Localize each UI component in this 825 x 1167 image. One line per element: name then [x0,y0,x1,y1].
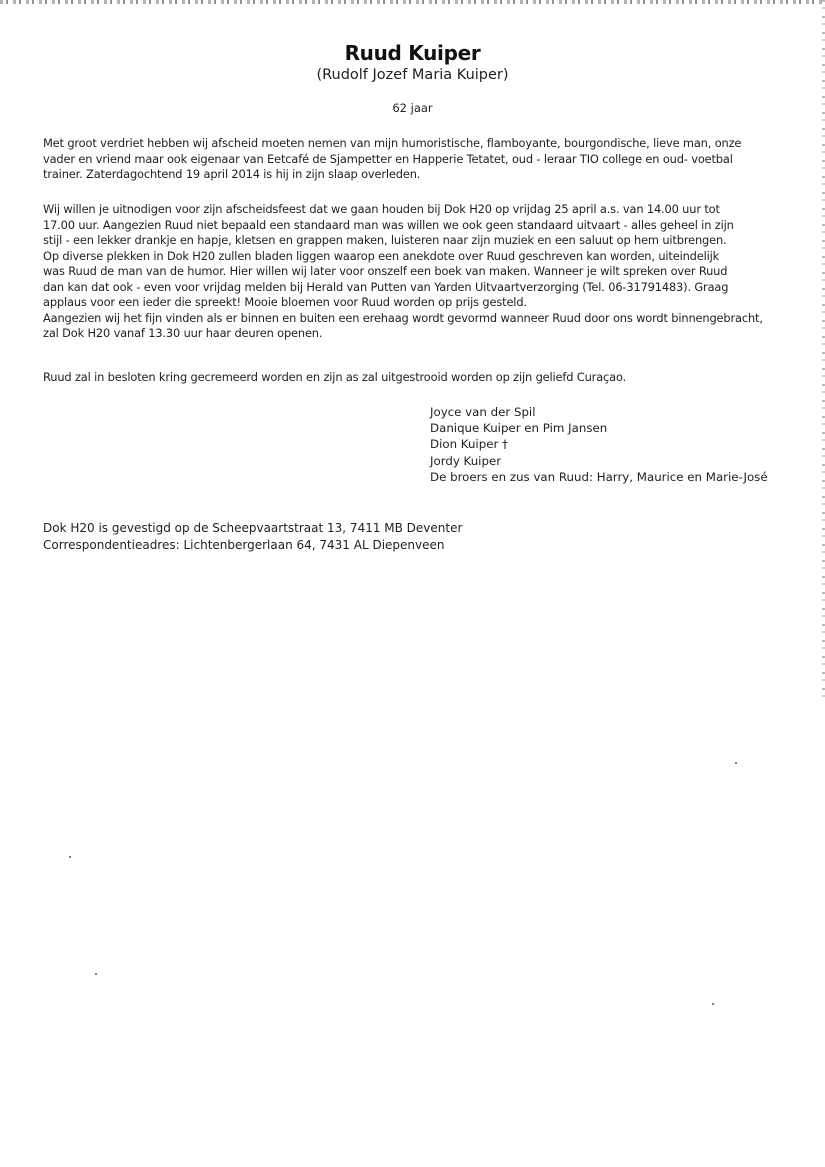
signature-line: De broers en zus van Ruud: Harry, Maurice en Marie-José [430,469,768,484]
signature-line: Dion Kuiper † [430,437,508,452]
scan-edge-artifact [0,0,825,4]
scan-speck [95,973,97,975]
paragraph-announcement [43,136,783,183]
deceased-name: Ruud Kuiper [344,41,481,65]
text-line: Met groot verdriet hebben wij afscheid moeten nemen van mijn humoristische, flamboyante, bourgondische, lieve man, onze [43,136,742,150]
signature-line: Joyce van der Spil [430,405,536,419]
deceased-age: 62 jaar [392,101,433,115]
scan-speck [712,1003,714,1005]
address-block [43,520,462,553]
signature-line: Jordy Kuiper [430,453,502,468]
scan-speck [735,762,737,764]
text-line: Ruud zal in besloten kring gecremeerd worden en zijn as zal uitgestrooid worden op zijn geliefd Curaçao. [43,370,627,384]
text-line: Aangezien wij het fijn vinden als er binnen en buiten een erehaag wordt gevormd wanneer Ruud door ons wordt binnengebracht, [43,310,763,325]
deceased-full-name: (Rudolf Jozef Maria Kuiper) [316,67,509,83]
text-line: stijl - een lekker drankje en hapje, kletsen en grappen maken, luisteren naar zijn muziek en een saluut op hem uitbrengen. [43,233,727,247]
text-line: vader en vriend maar ook eigenaar van Eetcafé de Sjampetter en Happerie Tetatet, oud - leraar TIO college en oud- voetbal [43,151,733,166]
venue-address: Dok H20 is gevestigd op de Scheepvaartstraat 13, 7411 MB Deventer [43,521,463,535]
signature-line: Danique Kuiper en Pim Jansen [430,421,608,436]
signatures-block [430,404,768,485]
text-line: 17.00 uur. Aangezien Ruud niet bepaald een standaard man was willen we ook geen standaard uitvaart - alles geheel in zijn [43,217,734,232]
text-line: dan kan dat ook - even voor vrijdag melden bij Herald van Putten van Yarden Uitvaartverzorging (Tel. 06-31791483). Graag [43,279,729,294]
text-line: zal Dok H20 vanaf 13.30 uur haar deuren openen. [43,326,323,340]
text-line: Op diverse plekken in Dok H20 zullen bladen liggen waarop een anekdote over Ruud geschreven kan worden, uiteindelijk [43,248,720,263]
paragraph-invitation [43,202,783,342]
text-line: applaus voor een ieder die spreekt! Mooie bloemen voor Ruud worden op prijs gesteld. [43,295,527,309]
text-line: Wij willen je uitnodigen voor zijn afscheidsfeest dat we gaan houden bij Dok H20 op vrijdag 25 april a.s. van 14.00 uur tot [43,202,720,216]
text-line: trainer. Zaterdagochtend 19 april 2014 is hij in zijn slaap overleden. [43,167,421,181]
paragraph-cremation [43,370,783,386]
scan-speck [69,856,71,858]
correspondence-address: Correspondentieadres: Lichtenbergerlaan 64, 7431 AL Diepenveen [43,537,445,552]
text-line: was Ruud de man van de humor. Hier willen wij later voor onszelf een boek van maken. Wanneer je wilt spreken over Ruud [43,264,728,278]
